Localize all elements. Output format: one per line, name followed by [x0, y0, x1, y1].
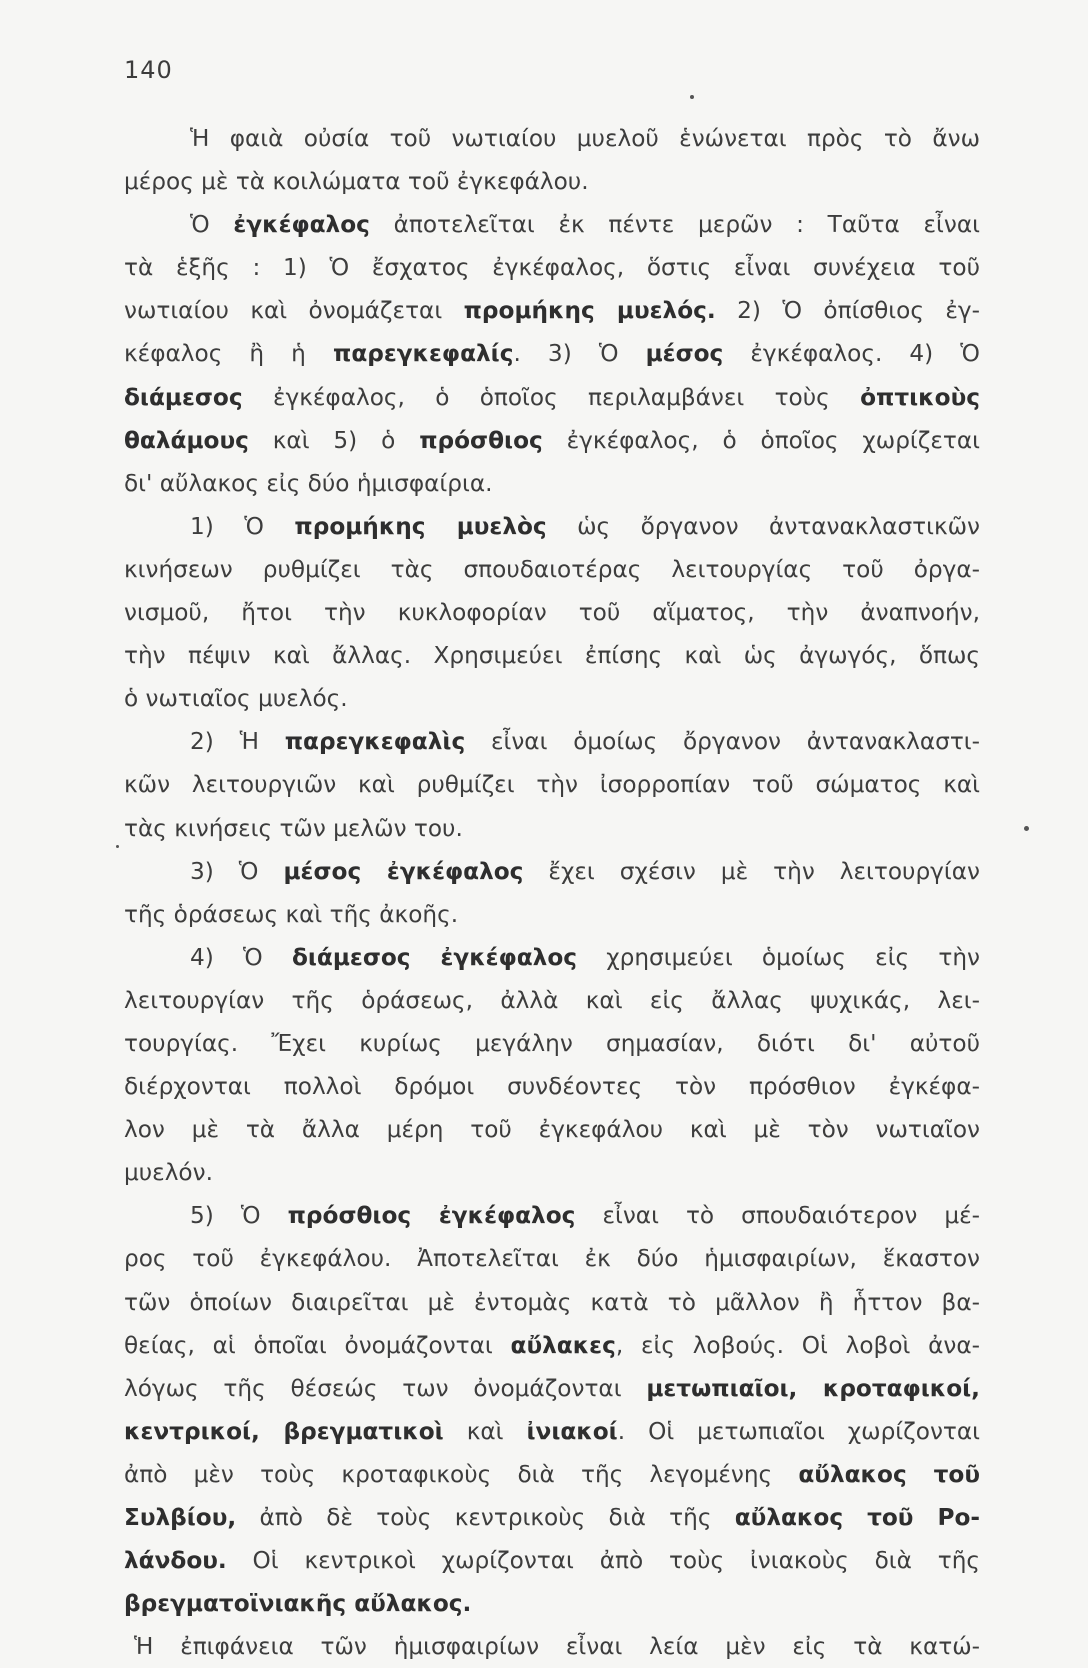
text-segment: εἶναι τὸ σπουδαιότερον μέ-: [575, 1202, 980, 1230]
text-line: [124, 893, 980, 936]
text-segment: Ἡ ἐπιφάνεια τῶν ἡμισφαιρίων εἶναι λεία μὲν εἰς τὰ κατώ-: [134, 1633, 980, 1661]
text-segment: τουργίας. Ἔχει κυρίως μεγάλην σημασίαν, διότι δι' αὐτοῦ: [124, 1029, 980, 1057]
text-segment: ἐγκέφαλος. 4) Ὁ: [723, 340, 980, 368]
text-line: [124, 1281, 980, 1324]
text-segment: ἀπὸ μὲν τοὺς κροταφικοὺς διὰ τῆς λεγομένης: [124, 1460, 799, 1488]
bold-term: πρόσθιος: [419, 426, 543, 454]
text-segment: κέφαλος ἢ ἡ: [124, 340, 333, 368]
text-line: [124, 1151, 980, 1194]
bold-term: αὔλακος τοῦ Ρο-: [734, 1504, 981, 1531]
text-line: [124, 160, 980, 203]
text-line: [124, 117, 980, 160]
text-segment: τῆς ὁράσεως καὶ τῆς ἀκοῆς.: [124, 900, 459, 928]
text-line: [124, 289, 980, 332]
text-line: [124, 419, 980, 462]
text-line: [124, 203, 980, 246]
bold-term: προμήκης μυελὸς: [294, 512, 547, 540]
text-segment: ἔχει σχέσιν μὲ τὴν λειτουργίαν: [523, 857, 980, 885]
text-segment: νισμοῦ, ἤτοι τὴν κυκλοφορίαν τοῦ αἵματος, τὴν ἀναπνοήν,: [124, 599, 980, 627]
bold-term: διάμεσος: [124, 383, 243, 411]
text-segment: τῶν ὁποίων διαιρεῖται μὲ ἐντομὰς κατὰ τὸ μᾶλλον ἢ ἧττον βα-: [124, 1288, 980, 1316]
text-segment: τὰ ἑξῆς : 1) Ὁ ἔσχατος ἐγκέφαλος, ὅστις εἶναι συνέχεια τοῦ: [124, 254, 980, 282]
text-line: [124, 1625, 980, 1668]
text-segment: . 3) Ὁ: [513, 340, 646, 368]
bold-term: προμήκης μυελός.: [463, 297, 716, 325]
bold-term: μετωπιαῖοι, κροταφικοί,: [646, 1374, 980, 1402]
text-line: [124, 1324, 980, 1367]
bold-term: βρεγματοϊνιακῆς αὔλακος.: [124, 1590, 472, 1618]
text-line: [124, 720, 980, 763]
text-segment: λειτουργίαν τῆς ὁράσεως, ἀλλὰ καὶ εἰς ἄλλας ψυχικάς, λει-: [124, 986, 980, 1014]
text-line: [124, 591, 980, 634]
text-segment: ἀπὸ δὲ τοὺς κεντρικοὺς διὰ τῆς: [236, 1504, 735, 1531]
bold-term: ἐγκέφαλος: [233, 211, 370, 239]
text-line: [124, 1582, 980, 1625]
text-line: [124, 1496, 980, 1539]
bold-term: μέσος: [645, 340, 724, 368]
text-line: [124, 979, 980, 1022]
text-segment: 4) Ὁ: [190, 943, 292, 971]
text-segment: 5) Ὁ: [190, 1202, 288, 1230]
text-line: [124, 548, 980, 591]
text-segment: κινήσεων ρυθμίζει τὰς σπουδαιοτέρας λειτουργίας τοῦ ὀργα-: [124, 555, 980, 583]
text-line: [124, 376, 980, 419]
text-line: [124, 1410, 980, 1453]
body-text: [124, 117, 980, 1668]
text-segment: ἐγκέφαλος, ὁ ὁποῖος χωρίζεται: [542, 426, 981, 454]
text-segment: Ὁ: [190, 211, 234, 239]
text-line: [124, 1065, 980, 1108]
bold-term: μέσος ἐγκέφαλος: [283, 857, 524, 885]
text-line: [124, 462, 980, 505]
text-line: [124, 505, 980, 548]
text-line: [124, 936, 980, 979]
page-number: 140: [124, 56, 173, 84]
text-line: [124, 850, 980, 893]
text-segment: Οἱ κεντρικοὶ χωρίζονται ἀπὸ τοὺς ἰνιακοὺς διὰ τῆς: [226, 1547, 980, 1575]
text-segment: κῶν λειτουργιῶν καὶ ρυθμίζει τὴν ἰσορροπίαν τοῦ σώματος καὶ: [124, 771, 980, 799]
text-segment: ἐγκέφαλος, ὁ ὁποῖος περιλαμβάνει τοὺς: [242, 383, 861, 411]
text-line: [124, 1194, 980, 1237]
text-segment: χρησιμεύει ὁμοίως εἰς τὴν: [577, 943, 980, 971]
text-line: [124, 1237, 980, 1280]
bold-term: διάμεσος ἐγκέφαλος: [291, 943, 577, 971]
text-line: [124, 807, 980, 850]
bold-term: θαλάμους: [124, 426, 249, 454]
text-segment: λον μὲ τὰ ἄλλα μέρη τοῦ ἐγκεφάλου καὶ μὲ τὸν νωτιαῖον: [124, 1116, 980, 1144]
text-line: [124, 332, 980, 375]
text-segment: 2) Ἡ: [190, 728, 285, 756]
text-segment: ρος τοῦ ἐγκεφάλου. Ἀποτελεῖται ἐκ δύο ἡμισφαιρίων, ἕκαστον: [124, 1245, 980, 1273]
text-line: [124, 1539, 980, 1582]
text-segment: τὰς κινήσεις τῶν μελῶν του.: [124, 814, 463, 842]
text-line: [124, 1022, 980, 1065]
bold-term: πρόσθιος ἐγκέφαλος: [287, 1202, 576, 1230]
bold-term: λάνδου.: [124, 1547, 227, 1575]
scan-speck: [1024, 826, 1029, 831]
scan-speck: [116, 845, 119, 848]
text-segment: καὶ: [443, 1417, 527, 1445]
scan-speck: [690, 95, 694, 99]
text-line: [124, 1367, 980, 1410]
text-segment: 3) Ὁ: [190, 857, 284, 885]
text-segment: λόγως τῆς θέσεώς των ὀνομάζονται: [124, 1374, 647, 1402]
bold-term: αὔλακος τοῦ: [798, 1460, 980, 1488]
text-line: [124, 634, 980, 677]
text-segment: 2) Ὁ ὀπίσθιος ἐγ-: [715, 297, 981, 325]
text-line: [124, 763, 980, 806]
bold-term: ὀπτικοὺς: [860, 383, 980, 411]
text-segment: ἀποτελεῖται ἐκ πέντε μερῶν : Ταῦτα εἶναι: [369, 211, 980, 239]
bold-term: ἰνιακοί: [526, 1417, 618, 1445]
text-segment: , εἰς λοβούς. Οἱ λοβοὶ ἀνα-: [615, 1331, 980, 1359]
text-segment: Ἡ φαιὰ οὐσία τοῦ νωτιαίου μυελοῦ ἑνώνεται πρὸς τὸ ἄνω: [190, 125, 980, 152]
text-segment: νωτιαίου καὶ ὀνομάζεται: [124, 297, 464, 325]
text-segment: μυελόν.: [124, 1159, 213, 1187]
text-segment: μέρος μὲ τὰ κοιλώματα τοῦ ἐγκεφάλου.: [124, 168, 589, 196]
text-line: [124, 246, 980, 289]
text-segment: καὶ 5) ὁ: [248, 426, 420, 454]
text-segment: ὡς ὄργανον ἀντανακλαστικῶν: [546, 512, 980, 540]
bold-term: παρεγκεφαλίς: [332, 340, 514, 368]
text-segment: . Οἱ μετωπιαῖοι χωρίζονται: [617, 1417, 980, 1445]
text-segment: διέρχονται πολλοὶ δρόμοι συνδέοντες τὸν πρόσθιον ἐγκέφα-: [124, 1073, 980, 1101]
text-segment: θείας, αἱ ὁποῖαι ὀνομάζονται: [124, 1331, 511, 1359]
bold-term: Συλβίου,: [124, 1504, 237, 1531]
text-segment: εἶναι ὁμοίως ὄργανον ἀντανακλαστι-: [465, 728, 980, 756]
bold-term: κεντρικοί, βρεγματικοὶ: [124, 1417, 444, 1445]
text-line: [124, 1108, 980, 1151]
bold-term: αὔλακες: [510, 1331, 616, 1359]
text-segment: τὴν πέψιν καὶ ἄλλας. Χρησιμεύει ἐπίσης καὶ ὡς ἀγωγός, ὅπως: [124, 642, 980, 670]
bold-term: παρεγκεφαλὶς: [284, 728, 466, 756]
text-line: [124, 677, 980, 720]
text-line: [124, 1453, 980, 1496]
text-segment: δι' αὔλακος εἰς δύο ἡμισφαίρια.: [124, 469, 493, 497]
text-segment: ὁ νωτιαῖος μυελός.: [124, 685, 348, 713]
text-segment: 1) Ὁ: [190, 512, 295, 540]
